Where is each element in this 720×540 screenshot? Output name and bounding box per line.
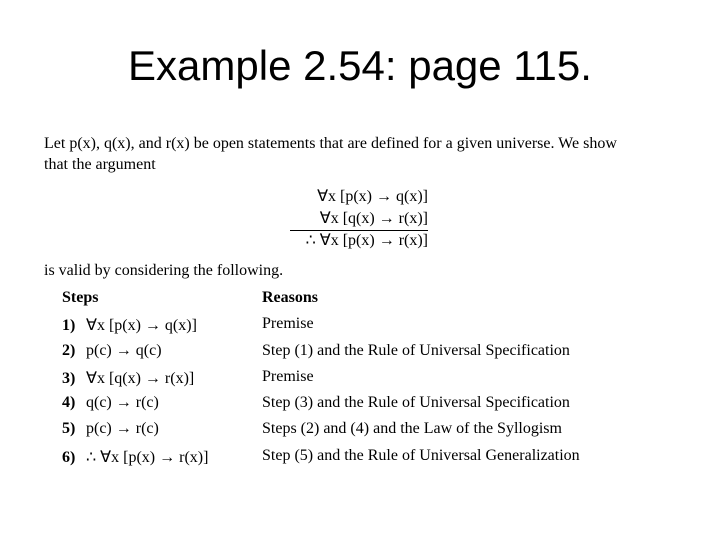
validity-statement: is valid by considering the following. — [44, 262, 284, 279]
step-cell — [62, 342, 262, 360]
intro-line-2: that the argument — [44, 156, 156, 173]
steps-header: Steps — [62, 289, 99, 306]
intro-paragraph — [44, 133, 694, 175]
argument-block — [290, 186, 450, 252]
reason-cell: Step (5) and the Rule of Universal Generalization — [262, 446, 580, 464]
argument-premise-1: ∀x [p(x) → q(x)] — [317, 188, 428, 205]
step-number: 4) — [62, 394, 76, 412]
reason-cell: Steps (2) and (4) and the Law of the Syllogism — [262, 420, 562, 438]
step-number: 5) — [62, 420, 76, 438]
reason-cell: Premise — [262, 367, 314, 385]
step-statement: p(c) → q(c) — [86, 341, 162, 359]
intro-line-1: Let p(x), q(x), and r(x) be open statements that are defined for a given universe. We show — [44, 135, 617, 152]
step-cell — [62, 315, 262, 335]
step-statement: ∴ ∀x [p(x) → r(x)] — [86, 448, 209, 466]
step-cell — [62, 394, 262, 412]
page-title: Example 2.54: page 115. — [128, 42, 592, 89]
argument-divider — [290, 230, 428, 231]
step-statement: ∀x [q(x) → r(x)] — [86, 369, 195, 387]
step-cell — [62, 368, 262, 388]
argument-premise-2: ∀x [q(x) → r(x)] — [319, 210, 428, 227]
reasons-header: Reasons — [262, 289, 319, 306]
step-number: 6) — [62, 448, 76, 466]
step-statement: ∀x [p(x) → q(x)] — [86, 317, 197, 335]
reason-cell: Premise — [262, 315, 314, 333]
step-statement: q(c) → r(c) — [86, 394, 159, 412]
step-number: 1) — [62, 317, 76, 335]
step-cell — [62, 420, 262, 438]
reason-cell: Step (3) and the Rule of Universal Specification — [262, 394, 570, 412]
step-number: 2) — [62, 341, 76, 359]
step-statement: p(c) → r(c) — [86, 420, 159, 438]
argument-conclusion: ∴ ∀x [p(x) → r(x)] — [305, 232, 428, 249]
reason-cell: Step (1) and the Rule of Universal Specification — [262, 341, 570, 359]
step-cell — [62, 447, 262, 467]
step-number: 3) — [62, 369, 76, 387]
